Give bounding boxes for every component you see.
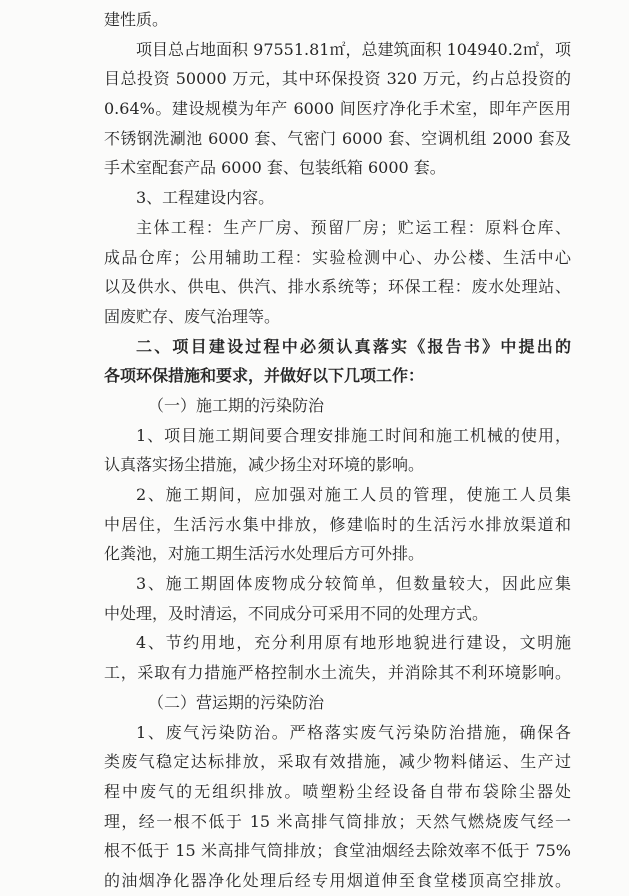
text-line: 3、施工期固体废物成分较简单，但数量较大，因此应集 <box>136 574 571 594</box>
text-line: 认真落实扬尘措施，减少扬尘对环境的影响。 <box>104 455 425 475</box>
text-line: 主体工程：生产厂房、预留厂房；贮运工程：原料仓库、 <box>136 217 571 237</box>
text-line: 各项环保措施和要求，并做好以下几项工作： <box>104 366 425 386</box>
text-line: 建性质。 <box>104 10 169 29</box>
text-line: 类废气稳定达标排放，采取有效措施，减少物料储运、生产过 <box>104 752 571 772</box>
text-line: 二、项目建设过程中必须认真落实《报告书》中提出的 <box>136 336 571 356</box>
text-line: 1、项目施工期间要合理安排施工时间和施工机械的使用， <box>136 425 571 445</box>
text-line: 以及供水、供电、供汽、排水系统等；环保工程：废水处理站、 <box>104 277 571 297</box>
text-line: 项目总占地面积 97551.81㎡，总建筑面积 104940.2㎡，项 <box>136 39 571 59</box>
text-line: 工，采取有力措施严格控制水土流失，并消除其不利环境影响。 <box>104 663 571 683</box>
text-line: （一）施工期的污染防治 <box>148 395 325 415</box>
text-line: 理，经一根不低于 15 米高排气筒排放；天然气燃烧废气经一 <box>104 811 571 831</box>
text-line: 目总投资 50000 万元，其中环保投资 320 万元，约占总投资的 <box>104 69 571 89</box>
text-line: 0.64%。建设规模为年产 6000 间医疗净化手术室，即年产医用 <box>104 99 571 119</box>
text-line: 4、节约用地，充分利用原有地形地貌进行建设，文明施 <box>136 633 571 653</box>
text-line: 1、废气污染防治。严格落实废气污染防治措施，确保各 <box>136 722 571 742</box>
text-line: 不锈钢洗涮池 6000 套、气密门 6000 套、空调机组 2000 套及 <box>104 128 571 148</box>
text-line: 中居住，生活污水集中排放，修建临时的生活污水排放渠道和 <box>104 514 571 534</box>
text-line: 固废贮存、废气治理等。 <box>104 306 281 326</box>
text-line: 的油烟净化器净化处理后经专用烟道伸至食堂楼顶高空排放。 <box>104 870 571 890</box>
text-line: 手术室配套产品 6000 套、包装纸箱 6000 套。 <box>104 158 446 178</box>
text-line: 3、工程建设内容。 <box>136 188 275 208</box>
text-line: 化粪池，对施工期生活污水处理后方可外排。 <box>104 544 425 564</box>
text-line: 2、施工期间，应加强对施工人员的管理，使施工人员集 <box>136 485 571 504</box>
text-line: （二）营运期的污染防治 <box>148 692 325 712</box>
text-line: 程中废气的无组织排放。喷塑粉尘经设备自带布袋除尘器处 <box>104 781 571 801</box>
text-line: 根不低于 15 米高排气筒排放；食堂油烟经去除效率不低于 75% <box>104 841 571 861</box>
text-line: 中处理，及时清运，不同成分可采用不同的处理方式。 <box>104 603 489 623</box>
text-line: 成品仓库；公用辅助工程：实验检测中心、办公楼、生活中心 <box>104 247 571 267</box>
